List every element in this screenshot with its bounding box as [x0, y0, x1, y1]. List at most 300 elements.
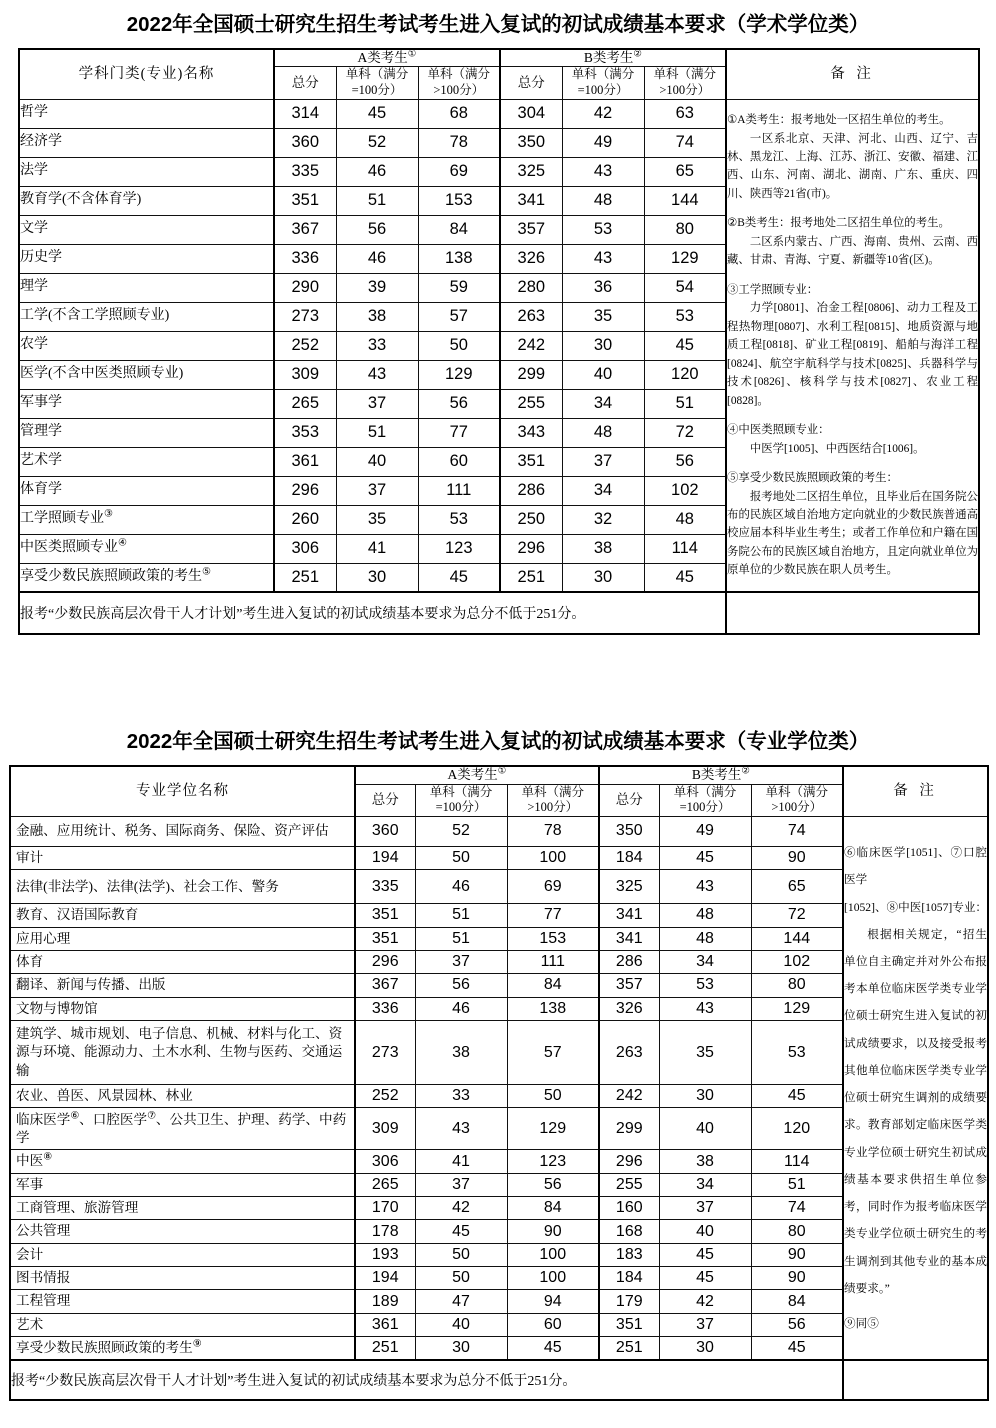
cell-a-single-gt: 50: [507, 1085, 599, 1108]
cell-a-total: 296: [274, 476, 336, 505]
header-b-single-eq-professional: [659, 784, 751, 816]
table-row: [19, 99, 979, 128]
cell-b-total: 304: [500, 99, 562, 128]
cell-b-total: 263: [500, 302, 562, 331]
row-label: 工学照顾专业③: [19, 505, 274, 534]
header-a-single-eq-l1: 单科（满分: [345, 67, 409, 82]
cell-a-single-eq: 30: [336, 563, 418, 592]
row-label: 医学(不含中医类照顾专业): [19, 360, 274, 389]
page-title-professional: 2022年全国硕士研究生招生考试考生进入复试的初试成绩基本要求（专业学位类）: [126, 730, 870, 754]
cell-a-single-eq: 43: [415, 1108, 507, 1150]
cell-a-single-eq: 35: [336, 505, 418, 534]
academic-table-wrapper: [18, 48, 978, 636]
cell-b-single-gt: 102: [644, 476, 726, 505]
cell-a-single-eq: 51: [415, 904, 507, 927]
cell-a-single-gt: 94: [507, 1290, 599, 1313]
footnote-marker: ⑤: [202, 566, 212, 578]
cell-b-single-eq: 43: [659, 870, 751, 904]
footnote-marker: ④: [118, 537, 128, 549]
cell-a-total: 260: [274, 505, 336, 534]
cell-a-single-gt: 129: [418, 360, 500, 389]
cell-a-total: 361: [355, 1313, 415, 1336]
cell-b-single-eq: 43: [562, 244, 644, 273]
cell-b-total: 255: [599, 1173, 659, 1196]
cell-b-total: 160: [599, 1197, 659, 1220]
table-row: [10, 816, 988, 846]
cell-b-single-eq: 53: [562, 215, 644, 244]
header-group-a-sup: ①: [407, 48, 417, 60]
cell-b-single-gt: 65: [751, 870, 843, 904]
cell-a-total: 314: [274, 99, 336, 128]
cell-a-single-eq: 50: [415, 1243, 507, 1266]
cell-a-single-eq: 38: [415, 1021, 507, 1085]
cell-b-single-gt: 51: [751, 1173, 843, 1196]
cell-a-single-eq: 52: [336, 128, 418, 157]
cell-b-total: 341: [500, 186, 562, 215]
row-label: 文学: [19, 215, 274, 244]
document-page: [0, 13, 996, 1428]
cell-b-total: 286: [500, 476, 562, 505]
header-group-a-sup-professional: ①: [497, 765, 507, 777]
cell-b-single-gt: 45: [751, 1337, 843, 1361]
cell-a-total: 336: [274, 244, 336, 273]
row-label: 理学: [19, 273, 274, 302]
row-label: 工程管理: [10, 1290, 355, 1313]
cell-a-total: 252: [355, 1085, 415, 1108]
row-label: 中医类照顾专业④: [19, 534, 274, 563]
cell-a-single-gt: 123: [418, 534, 500, 563]
cell-a-single-eq: 39: [336, 273, 418, 302]
cell-a-total: 170: [355, 1197, 415, 1220]
section-spacer: [0, 635, 996, 730]
row-label: 法学: [19, 157, 274, 186]
cell-b-single-eq: 30: [659, 1337, 751, 1361]
cell-a-single-gt: 60: [507, 1313, 599, 1336]
header-b-single-gt: [644, 67, 726, 99]
cell-b-single-gt: 56: [751, 1313, 843, 1336]
cell-a-single-eq: 56: [336, 215, 418, 244]
footnote-marker: ⑦: [147, 1109, 156, 1121]
row-label: 哲学: [19, 99, 274, 128]
cell-b-single-eq: 30: [562, 331, 644, 360]
cell-a-total: 252: [274, 331, 336, 360]
cell-a-single-eq: 37: [336, 389, 418, 418]
row-label: 工商管理、旅游管理: [10, 1197, 355, 1220]
cell-a-single-gt: 77: [418, 418, 500, 447]
professional-score-table: [9, 765, 989, 1402]
header-group-a-professional: [355, 766, 599, 784]
row-label: 农学: [19, 331, 274, 360]
cell-a-single-eq: 56: [415, 974, 507, 997]
cell-b-total: 357: [599, 974, 659, 997]
header-b-single-gt-l1-professional: 单科（满分: [765, 784, 829, 799]
cell-b-single-eq: 42: [562, 99, 644, 128]
cell-a-total: 194: [355, 846, 415, 869]
row-label: 艺术: [10, 1313, 355, 1336]
cell-b-single-eq: 43: [659, 997, 751, 1020]
cell-b-total: 350: [599, 816, 659, 846]
header-b-total: 总分: [500, 67, 562, 99]
cell-a-single-gt: 153: [507, 927, 599, 950]
cell-b-single-gt: 48: [644, 505, 726, 534]
cell-a-total: 194: [355, 1267, 415, 1290]
cell-a-single-gt: 56: [507, 1173, 599, 1196]
page-title-academic: 2022年全国硕士研究生招生考试考生进入复试的初试成绩基本要求（学术学位类）: [126, 13, 870, 36]
cell-a-total: 351: [355, 927, 415, 950]
header-a-single-eq-l2-professional: =100分）: [435, 800, 487, 815]
note-line: ①A类考生：报考地处一区招生单位的考生。: [727, 114, 951, 127]
cell-a-single-gt: 57: [507, 1021, 599, 1085]
header-a-total: 总分: [274, 67, 336, 99]
cell-a-total: 360: [274, 128, 336, 157]
footnote-marker: ③: [104, 508, 114, 520]
academic-table-head: [19, 49, 979, 100]
cell-b-total: 183: [599, 1243, 659, 1266]
header-a-total-professional: 总分: [355, 784, 415, 816]
header-group-b-label-professional: B类考生: [691, 766, 742, 782]
cell-b-single-gt: 144: [644, 186, 726, 215]
cell-a-single-eq: 38: [336, 302, 418, 331]
cell-b-single-gt: 74: [644, 128, 726, 157]
cell-b-single-eq: 45: [659, 1267, 751, 1290]
cell-b-total: 350: [500, 128, 562, 157]
cell-b-single-gt: 120: [751, 1108, 843, 1150]
header-a-single-eq-l2: =100分）: [351, 83, 403, 98]
cell-b-total: 296: [599, 1150, 659, 1173]
cell-b-single-gt: 56: [644, 447, 726, 476]
cell-a-total: 361: [274, 447, 336, 476]
row-label: 军事: [10, 1173, 355, 1196]
cell-b-single-gt: 129: [751, 997, 843, 1020]
cell-b-total: 251: [599, 1337, 659, 1361]
cell-b-single-gt: 129: [644, 244, 726, 273]
cell-b-single-gt: 45: [644, 563, 726, 592]
row-label: 公共管理: [10, 1220, 355, 1243]
cell-b-single-gt: 54: [644, 273, 726, 302]
cell-b-total: 184: [599, 846, 659, 869]
header-b-single-eq: [562, 67, 644, 99]
cell-a-single-gt: 50: [418, 331, 500, 360]
row-label: 文物与博物馆: [10, 997, 355, 1020]
cell-b-single-eq: 48: [562, 186, 644, 215]
cell-b-single-gt: 72: [751, 904, 843, 927]
table-row: [10, 1337, 988, 1361]
row-label: 中医⑧: [10, 1150, 355, 1173]
cell-b-single-eq: 40: [562, 360, 644, 389]
cell-a-single-eq: 52: [415, 816, 507, 846]
cell-b-single-gt: 74: [751, 1197, 843, 1220]
row-label: 享受少数民族照顾政策的考生⑨: [10, 1337, 355, 1361]
cell-b-total: 299: [599, 1108, 659, 1150]
cell-b-total: 280: [500, 273, 562, 302]
header-group-b-sup-professional: ②: [741, 765, 751, 777]
cell-a-single-eq: 41: [415, 1150, 507, 1173]
cell-b-single-gt: 120: [644, 360, 726, 389]
cell-a-single-gt: 78: [507, 816, 599, 846]
cell-b-total: 251: [500, 563, 562, 592]
table-row: [10, 1290, 988, 1313]
cell-a-total: 353: [274, 418, 336, 447]
cell-b-single-gt: 63: [644, 99, 726, 128]
header-a-single-gt: [418, 67, 500, 99]
header-a-single-gt-l1-professional: 单科（满分: [521, 784, 585, 799]
cell-b-total: 255: [500, 389, 562, 418]
table-row: [10, 1267, 988, 1290]
cell-b-single-eq: 34: [659, 950, 751, 973]
cell-b-total: 325: [500, 157, 562, 186]
header-group-b-professional: [599, 766, 843, 784]
cell-b-single-gt: 102: [751, 950, 843, 973]
table-row: [10, 846, 988, 869]
cell-b-single-gt: 144: [751, 927, 843, 950]
cell-a-single-eq: 51: [415, 927, 507, 950]
header-b-single-gt-professional: [751, 784, 843, 816]
cell-a-single-gt: 78: [418, 128, 500, 157]
cell-a-single-gt: 57: [418, 302, 500, 331]
row-label: 享受少数民族照顾政策的考生⑤: [19, 563, 274, 592]
cell-a-single-gt: 69: [418, 157, 500, 186]
row-label: 会计: [10, 1243, 355, 1266]
header-group-b-label: B类考生: [583, 49, 634, 65]
header-group-a: [274, 49, 500, 67]
professional-table-wrapper: [9, 765, 987, 1402]
cell-a-single-gt: 111: [507, 950, 599, 973]
note-line: 一区系北京、天津、河北、山西、辽宁、吉林、黑龙江、上海、江苏、浙江、安徽、福建、江西、山东、河南、湖北、湖南、广东、重庆、四川、陕西等21省(市)。: [727, 132, 979, 200]
header-a-single-gt-l2-professional: >100分）: [527, 800, 579, 815]
cell-a-total: 360: [355, 816, 415, 846]
cell-a-single-gt: 77: [507, 904, 599, 927]
note-line: 根据相关规定，“招生单位自主确定并对外公布报考本单位临床医学类专业学位硕士研究生进入复试的初试成绩要求，以及接受报考其他单位临床医学类专业学位硕士研究生调剂的成绩要求。教育部划定临床医学类专业学位硕士研究生初试成绩基本要求供招生单位参考，同时作为报考临床医学类专业学位硕士研究生的考生调剂到其他专业的基本成绩要求。”: [844, 927, 988, 1295]
remarks-content: [726, 99, 979, 592]
cell-a-total: 189: [355, 1290, 415, 1313]
cell-a-single-eq: 42: [415, 1197, 507, 1220]
cell-b-single-eq: 35: [659, 1021, 751, 1085]
remarks-content: [843, 816, 988, 1360]
cell-b-single-gt: 114: [751, 1150, 843, 1173]
table-row: [10, 904, 988, 927]
cell-a-single-eq: 43: [336, 360, 418, 389]
table-row: [10, 1085, 988, 1108]
cell-a-single-gt: 84: [507, 974, 599, 997]
header-a-single-gt-l2: >100分）: [433, 83, 485, 98]
cell-b-total: 184: [599, 1267, 659, 1290]
cell-b-single-gt: 51: [644, 389, 726, 418]
note-line: ③工学照顾专业：: [727, 283, 819, 296]
cell-a-single-gt: 138: [418, 244, 500, 273]
table-row: [10, 1243, 988, 1266]
cell-a-single-gt: 100: [507, 1243, 599, 1266]
cell-b-total: 351: [500, 447, 562, 476]
row-label: 教育学(不含体育学): [19, 186, 274, 215]
cell-b-single-eq: 40: [659, 1108, 751, 1150]
note-line: ②B类考生：报考地处二区招生单位的考生。: [727, 217, 950, 230]
cell-a-single-gt: 56: [418, 389, 500, 418]
cell-b-total: 341: [599, 904, 659, 927]
cell-b-single-gt: 74: [751, 816, 843, 846]
cell-a-single-eq: 40: [336, 447, 418, 476]
cell-a-single-gt: 138: [507, 997, 599, 1020]
professional-table-head: [10, 766, 988, 817]
cell-b-single-eq: 40: [659, 1220, 751, 1243]
cell-a-total: 306: [274, 534, 336, 563]
cell-a-total: 367: [274, 215, 336, 244]
cell-a-total: 178: [355, 1220, 415, 1243]
cell-b-single-eq: 36: [562, 273, 644, 302]
cell-b-single-gt: 53: [644, 302, 726, 331]
cell-a-total: 251: [355, 1337, 415, 1361]
cell-b-total: 296: [500, 534, 562, 563]
table-row: [10, 1021, 988, 1085]
professional-table-body: [10, 816, 988, 1400]
cell-b-single-gt: 72: [644, 418, 726, 447]
header-b-single-eq-l2-professional: =100分）: [679, 800, 731, 815]
table-row: [10, 1150, 988, 1173]
cell-b-single-gt: 45: [751, 1085, 843, 1108]
cell-b-single-eq: 49: [659, 816, 751, 846]
cell-a-total: 335: [274, 157, 336, 186]
header-b-single-eq-l1-professional: 单科（满分: [673, 784, 737, 799]
cell-b-total: 357: [500, 215, 562, 244]
header-group-a-label-professional: A类考生: [447, 766, 498, 782]
cell-b-total: 341: [599, 927, 659, 950]
cell-b-single-eq: 32: [562, 505, 644, 534]
row-label: 临床医学⑥、口腔医学⑦、公共卫生、护理、药学、中药学: [10, 1108, 355, 1150]
cell-a-single-gt: 123: [507, 1150, 599, 1173]
table-row: [10, 927, 988, 950]
cell-b-total: 242: [500, 331, 562, 360]
table-row: [10, 974, 988, 997]
cell-a-total: 306: [355, 1150, 415, 1173]
cell-b-single-eq: 34: [562, 389, 644, 418]
cell-b-total: 325: [599, 870, 659, 904]
cell-a-single-eq: 30: [415, 1337, 507, 1361]
cell-a-total: 309: [274, 360, 336, 389]
cell-a-single-eq: 50: [415, 1267, 507, 1290]
header-a-single-gt-professional: [507, 784, 599, 816]
header-remarks: 备 注: [726, 49, 979, 100]
academic-table-body: [19, 99, 979, 634]
row-label: 历史学: [19, 244, 274, 273]
table-footnote: 报考“少数民族高层次骨干人才计划”考生进入复试的初试成绩基本要求为总分不低于251分。: [19, 592, 726, 634]
header-b-single-eq-l2: =100分）: [577, 83, 629, 98]
cell-b-single-gt: 53: [751, 1021, 843, 1085]
cell-b-single-eq: 48: [659, 927, 751, 950]
footnote-marker: ⑨: [192, 1338, 202, 1350]
cell-b-total: 299: [500, 360, 562, 389]
cell-a-total: 251: [274, 563, 336, 592]
cell-b-total: 326: [500, 244, 562, 273]
header-b-single-gt-l1: 单科（满分: [653, 67, 717, 82]
header-group-b: [500, 49, 726, 67]
cell-b-single-eq: 34: [562, 476, 644, 505]
row-label: 审计: [10, 846, 355, 869]
cell-a-single-gt: 100: [507, 1267, 599, 1290]
cell-a-total: 335: [355, 870, 415, 904]
note-line: 报考地处二区招生单位，且毕业后在国务院公布的民族区域自治地方定向就业的少数民族普通高校应届本科毕业生考生；或者工作单位和户籍在国务院公布的民族区域自治地方，且定向就业单位为原单位的少数民族在职人员考生。: [727, 490, 979, 577]
cell-b-single-gt: 114: [644, 534, 726, 563]
row-label: 应用心理: [10, 927, 355, 950]
row-label: 体育: [10, 950, 355, 973]
cell-a-single-eq: 33: [336, 331, 418, 360]
table-row: [10, 997, 988, 1020]
cell-a-single-eq: 51: [336, 186, 418, 215]
cell-b-single-eq: 37: [659, 1313, 751, 1336]
cell-a-single-gt: 111: [418, 476, 500, 505]
table-row: [10, 1173, 988, 1196]
cell-a-single-eq: 37: [336, 476, 418, 505]
cell-a-single-gt: 45: [418, 563, 500, 592]
row-label: 建筑学、城市规划、电子信息、机械、材料与化工、资源与环境、能源动力、土木水利、生物与医药、交通运输: [10, 1021, 355, 1085]
note-line: ⑨同⑤: [844, 1317, 879, 1331]
cell-b-single-eq: 34: [659, 1173, 751, 1196]
cell-b-single-eq: 38: [659, 1150, 751, 1173]
row-label: 经济学: [19, 128, 274, 157]
cell-b-single-eq: 53: [659, 974, 751, 997]
cell-b-total: 351: [599, 1313, 659, 1336]
note-line: 力学[0801]、冶金工程[0806]、动力工程及工程热物理[0807]、水利工程[0815]、地质资源与地质工程[0818]、矿业工程[0819]、船舶与海洋工程[0824]、航空宇航科学与技术[0825]、兵器科学与技术[0826]、核科学与技术[0827]、农业工程[0828]。: [727, 302, 979, 407]
table-row: [10, 870, 988, 904]
cell-a-single-gt: 45: [507, 1337, 599, 1361]
table-row: [10, 1108, 988, 1150]
cell-a-single-eq: 50: [415, 846, 507, 869]
cell-b-single-gt: 45: [644, 331, 726, 360]
table-row: [10, 950, 988, 973]
cell-b-single-eq: 37: [562, 447, 644, 476]
cell-b-total: 242: [599, 1085, 659, 1108]
cell-b-single-eq: 45: [659, 846, 751, 869]
row-label: 金融、应用统计、税务、国际商务、保险、资产评估: [10, 816, 355, 846]
table-footnote-row: [19, 592, 979, 634]
cell-b-single-gt: 80: [751, 974, 843, 997]
cell-b-total: 168: [599, 1220, 659, 1243]
table-row: [10, 1313, 988, 1336]
row-label: 军事学: [19, 389, 274, 418]
cell-b-single-gt: 84: [751, 1290, 843, 1313]
header-b-single-eq-l1: 单科（满分: [571, 67, 635, 82]
header-group-b-sup: ②: [633, 48, 643, 60]
cell-b-total: 263: [599, 1021, 659, 1085]
cell-b-total: 250: [500, 505, 562, 534]
note-line: 二区系内蒙古、广西、海南、贵州、云南、西藏、甘肃、青海、宁夏、新疆等10省(区)。: [727, 235, 979, 267]
note-line: ⑥临床医学[1051]、⑦口腔医学: [844, 846, 988, 887]
academic-score-table: [18, 48, 980, 636]
note-line: ⑤享受少数民族照顾政策的考生：: [727, 472, 898, 485]
table-footnote-row: [10, 1360, 988, 1400]
cell-a-single-eq: 45: [415, 1220, 507, 1243]
cell-a-single-gt: 60: [418, 447, 500, 476]
cell-b-single-eq: 30: [659, 1085, 751, 1108]
cell-a-single-eq: 47: [415, 1290, 507, 1313]
cell-b-single-eq: 45: [659, 1243, 751, 1266]
cell-b-single-gt: 80: [644, 215, 726, 244]
cell-a-total: 273: [355, 1021, 415, 1085]
cell-a-total: 336: [355, 997, 415, 1020]
header-a-single-eq-professional: [415, 784, 507, 816]
cell-a-single-eq: 46: [336, 157, 418, 186]
cell-a-total: 296: [355, 950, 415, 973]
header-a-single-eq-l1-professional: 单科（满分: [429, 784, 493, 799]
header-b-total-professional: 总分: [599, 784, 659, 816]
cell-a-single-gt: 100: [507, 846, 599, 869]
header-a-single-eq: [336, 67, 418, 99]
row-label: 体育学: [19, 476, 274, 505]
row-label: 工学(不含工学照顾专业): [19, 302, 274, 331]
header-group-a-label: A类考生: [357, 49, 408, 65]
cell-b-total: 326: [599, 997, 659, 1020]
header-remarks-professional: 备 注: [843, 766, 988, 817]
cell-b-single-eq: 38: [562, 534, 644, 563]
cell-a-single-eq: 33: [415, 1085, 507, 1108]
